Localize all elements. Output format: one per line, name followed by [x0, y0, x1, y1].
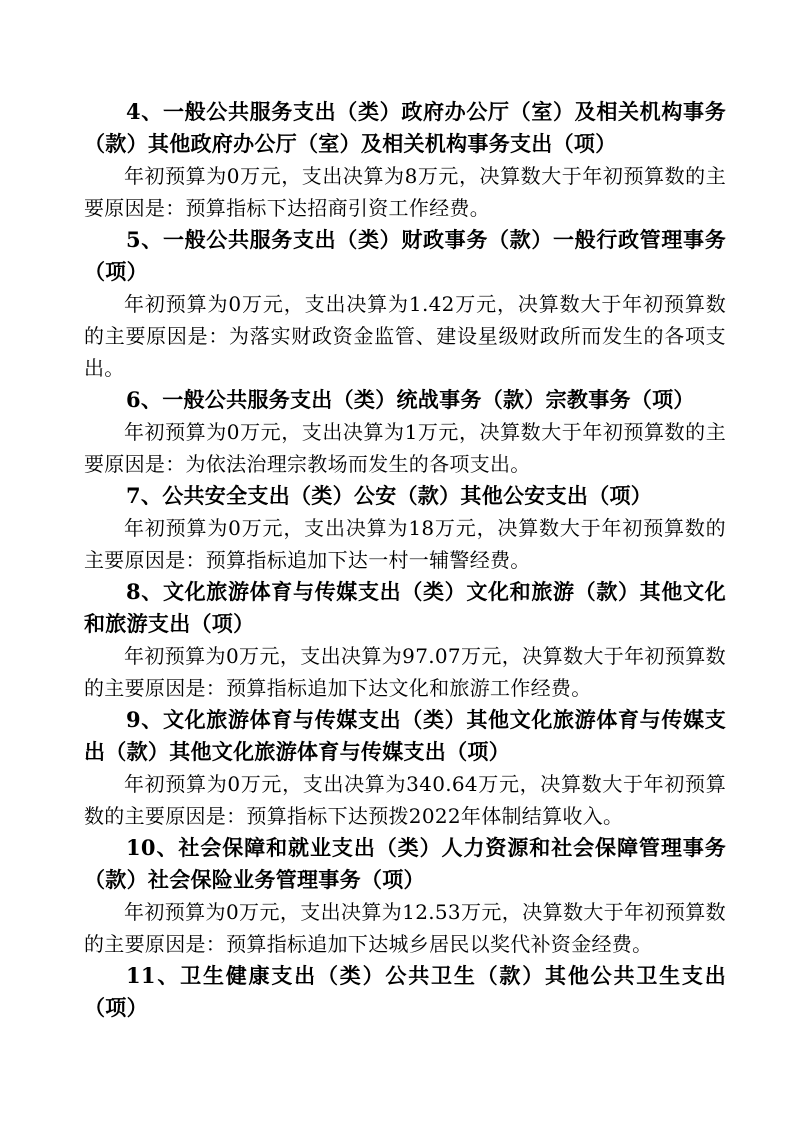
- section-body-4: 年初预算为0万元，支出决算为8万元，决算数大于年初预算数的主要原因是：预算指标下达招商引资工作经费。: [84, 164, 726, 220]
- section-body-6: 年初预算为0万元，支出决算为1万元，决算数大于年初预算数的主要原因是：为依法治理宗教场而发生的各项支出。: [84, 420, 726, 476]
- section-heading-8: 8、文化旅游体育与传媒支出（类）文化和旅游（款）其他文化和旅游支出（项）: [84, 579, 726, 636]
- section-heading-4: 4、一般公共服务支出（类）政府办公厅（室）及相关机构事务（款）其他政府办公厅（室）及相关机构事务支出（项）: [84, 99, 726, 156]
- section-body-5: 年初预算为0万元，支出决算为1.42万元，决算数大于年初预算数的主要原因是：为落实财政资金监管、建设星级财政所而发生的各项支出。: [84, 292, 726, 380]
- document-body: [84, 96, 726, 1024]
- section-heading-9: 9、文化旅游体育与传媒支出（类）其他文化旅游体育与传媒支出（款）其他文化旅游体育与传媒支出（项）: [84, 707, 726, 764]
- section-heading-5: 5、一般公共服务支出（类）财政事务（款）一般行政管理事务（项）: [84, 227, 726, 284]
- section-heading-7: 7、公共安全支出（类）公安（款）其他公安支出（项）: [126, 483, 653, 508]
- section-body-10: 年初预算为0万元，支出决算为12.53万元，决算数大于年初预算数的主要原因是：预算指标追加下达城乡居民以奖代补资金经费。: [84, 900, 726, 956]
- section-body-8: 年初预算为0万元，支出决算为97.07万元，决算数大于年初预算数的主要原因是：预算指标追加下达文化和旅游工作经费。: [84, 644, 726, 700]
- section-heading-11: 11、卫生健康支出（类）公共卫生（款）其他公共卫生支出（项）: [84, 963, 726, 1020]
- section-body-7: 年初预算为0万元，支出决算为18万元，决算数大于年初预算数的主要原因是：预算指标追加下达一村一辅警经费。: [84, 516, 726, 572]
- section-heading-10: 10、社会保障和就业支出（类）人力资源和社会保障管理事务（款）社会保险业务管理事务（项）: [84, 835, 726, 892]
- section-body-9: 年初预算为0万元，支出决算为340.64万元，决算数大于年初预算数的主要原因是：预算指标下达预拨2022年体制结算收入。: [84, 772, 726, 828]
- section-heading-6: 6、一般公共服务支出（类）统战事务（款）宗教事务（项）: [126, 387, 695, 412]
